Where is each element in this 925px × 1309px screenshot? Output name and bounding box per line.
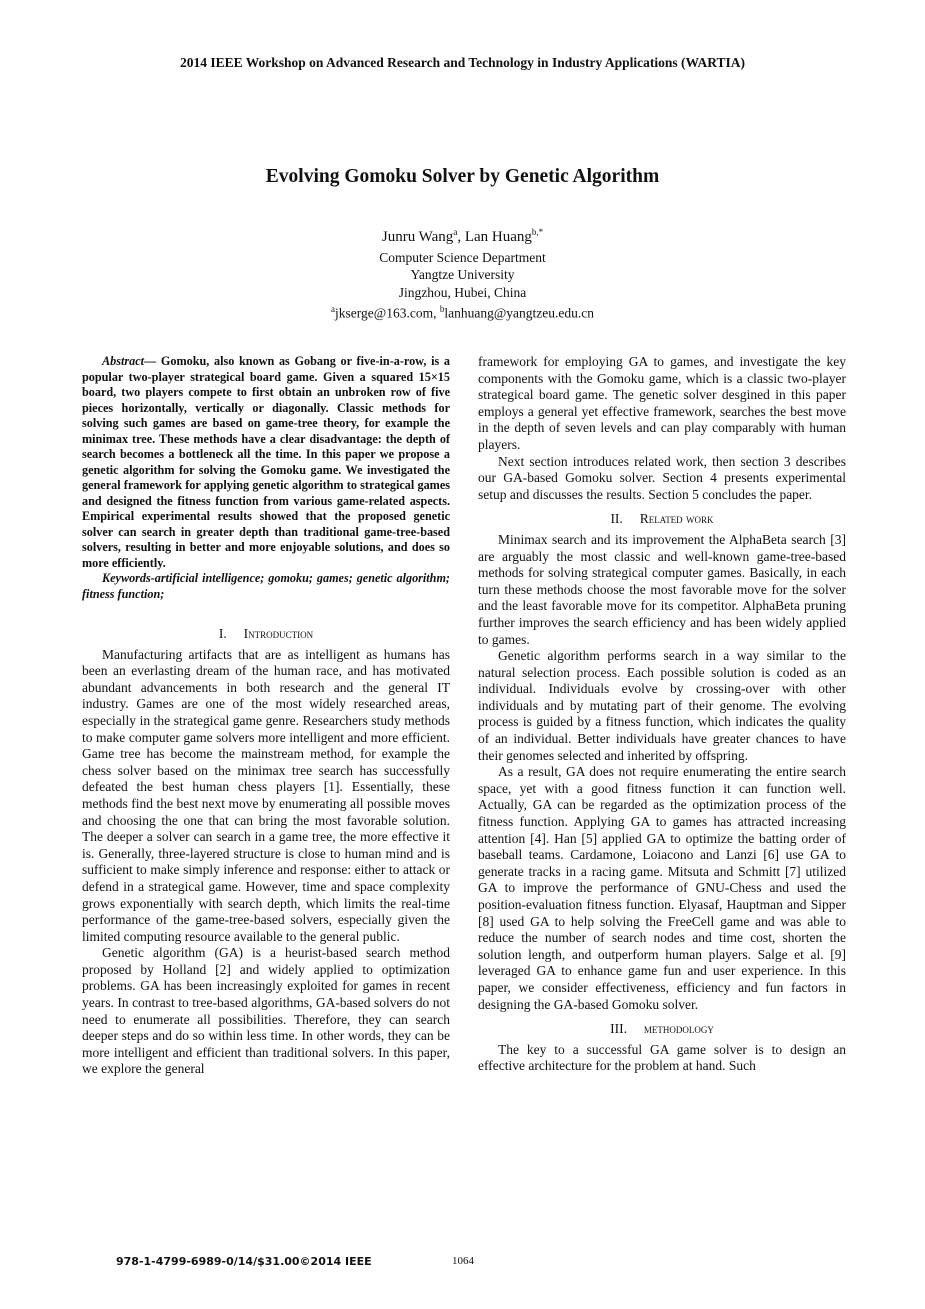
conference-header: 2014 IEEE Workshop on Advanced Research and Technology in Industry Applications (WARTIA) [179, 55, 746, 70]
paragraph: Next section introduces related work, then section 3 describes our GA-based Gomoku solver. Section 4 presents experimental setup and discusses the results. Section 5 concludes the paper. [478, 453, 846, 502]
section-number: II. [610, 511, 623, 527]
author-emails [0, 301, 925, 322]
section-number: III. [610, 1021, 627, 1037]
paragraph: The key to a successful GA game solver is to design an effective architecture for the problem at hand. Such [478, 1041, 846, 1074]
author-name: Lan Huang [464, 229, 532, 245]
keywords: Keywords-artificial intelligence; gomoku; games; genetic algorithm; fitness function; [82, 571, 450, 601]
paper-title: Evolving Gomoku Solver by Genetic Algorithm [265, 166, 660, 187]
section-heading-related-work [478, 511, 846, 528]
abstract [82, 354, 450, 571]
right-column [478, 354, 846, 1075]
paragraph: Manufacturing artifacts that are as intelligent as humans has been an everlasting dream of the human race, and has motivated abundant advancements in both research and the general IT industry. Games are one of the most widely researched areas, especially in the strategical game genre. Researchers study methods to make computer game solvers more intelligent and more efficient. Game tree has become the mainstream method, for example the chess solver based on the minimax tree search has successfully defeated the best human chess players [1]. Essentially, these methods find the best next move by enumerating all possible moves and choosing the one that can bring the most favorable solution. The deeper a solver can search in a game tree, the more effective it is. Generally, three-layered structure is close to human mind and is sufficient to make simply inference and response: either to attack or defend in a strategical game. However, time and space complexity grows exponentially with search depth, which limits the real-time performance of the game-tree-based solvers, especially given the limited computing resource available to the general public. [82, 646, 450, 944]
section-title: methodology [643, 1021, 714, 1037]
section-number: I. [218, 626, 227, 641]
paragraph: As a result, GA does not require enumerating the entire search space, yet with a good fitness function it can function well. Actually, GA can be regarded as the optimization process of the fitness function. Applying GA to games has attracted increasing attention [4]. Han [5] applied GA to optimize the batting order of baseball teams. Cardamone, Loiacono and Lanzi [6] use GA to generate tracks in a racing game. Mitsuta and Schmitt [7] utilized GA to improve the performance of GNU-Chess and used the position-evaluation fitness function. Elyasaf, Hauptman and Sipper [8] used GA to help solving the FreeCell game and was able to reduce the number of search nodes and time cost, shorten the solution length, and outperform human players. Salge et al. [9] leveraged GA to enhance game fun and user experience. In this paper, we consider effectiveness, efficiency and fun factors in designing the GA-based Gomoku solver. [478, 764, 846, 1012]
paragraph: Genetic algorithm performs search in a way similar to the natural selection process. Each possible solution is coded as an individual. Individuals evolve by crossing-over with other individuals and by mutating part of their genome. The evolving process is guided by a fitness function, which indicates the quality of an individual. Better individuals have greater chances to have their genomes selected and inherited by offspring. [478, 648, 846, 763]
left-column [82, 354, 450, 1078]
email-superscript: b [439, 304, 445, 314]
paragraph: Genetic algorithm (GA) is a heurist-based search method proposed by Holland [2] and widely applied to optimization problems. GA has been increasingly exploited for games in recent years. In contrast to tree-based algorithms, GA-based solvers do not need to enumerate all possibilities. Therefore, they can search deeper steps and do so within less time. In other words, they can be more intelligent and efficient than traditional solvers. In this paper, we explore the general [82, 945, 450, 1077]
section-heading-introduction [82, 626, 450, 643]
paragraph: Minimax search and its improvement the AlphaBeta search [3] are arguably the most classic and well-known game-tree-based methods for solving strategical computer games. Basically, in each turn these methods choose the most favorable move for the solver and the least favorable move for its competitor. AlphaBeta pruning further improves the search efficiency and has been widely applied to games. [478, 531, 846, 647]
email-address: jkserge@163.com, [335, 305, 440, 321]
section-title: Introduction [243, 626, 314, 641]
email-address: lanhuang@yangtzeu.edu.cn [444, 305, 594, 321]
section-heading-methodology [478, 1021, 846, 1038]
email-superscript: a [331, 304, 336, 314]
abstract-label: Abstract— [102, 354, 157, 368]
affiliation-university: Yangtze University [410, 267, 515, 282]
affiliation-department: Computer Science Department [379, 250, 546, 265]
author-line [0, 227, 925, 246]
author-separator: , [457, 229, 465, 245]
affiliation-location: Jingzhou, Hubei, China [398, 285, 527, 300]
section-title: Related work [639, 511, 714, 527]
author-name: Junru Wang [381, 229, 454, 245]
page-number: 1064 [452, 1255, 474, 1267]
author-superscript: a [453, 227, 458, 237]
abstract-text: Gomoku, also known as Gobang or five-in-a-row, is a popular two-player strategical board game. Given a squared 15×15 board, two players compete to first obtain an unbroken row of five pieces horizontally, vertically or diagonally. Classic methods for solving such games are based on game-tree theory, for example the minimax tree. These methods have a clear disadvantage: the depth of search becomes a bottleneck all the time. In this paper we propose a genetic algorithm for solving the Gomoku game. We investigated the general framework for applying genetic algorithm to strategical games and designed the fitness function from various game-related aspects. Empirical experimental results showed that the proposed genetic solver can search in greater depth than traditional game-tree-based solvers, resulting in better and more enjoyable solutions, and does so more efficiently. [82, 354, 450, 570]
footer-copyright: 978-1-4799-6989-0/14/$31.00©2014 IEEE [116, 1255, 372, 1268]
author-superscript: b,* [531, 227, 544, 237]
paragraph: framework for employing GA to games, and investigate the key components with the Gomoku game, which is a classic two-player strategical board game. The genetic solver desgined in this paper employs a general yet effective framework, searches the best move in the depth of seven levels and can play comparably with human players. [478, 354, 846, 452]
